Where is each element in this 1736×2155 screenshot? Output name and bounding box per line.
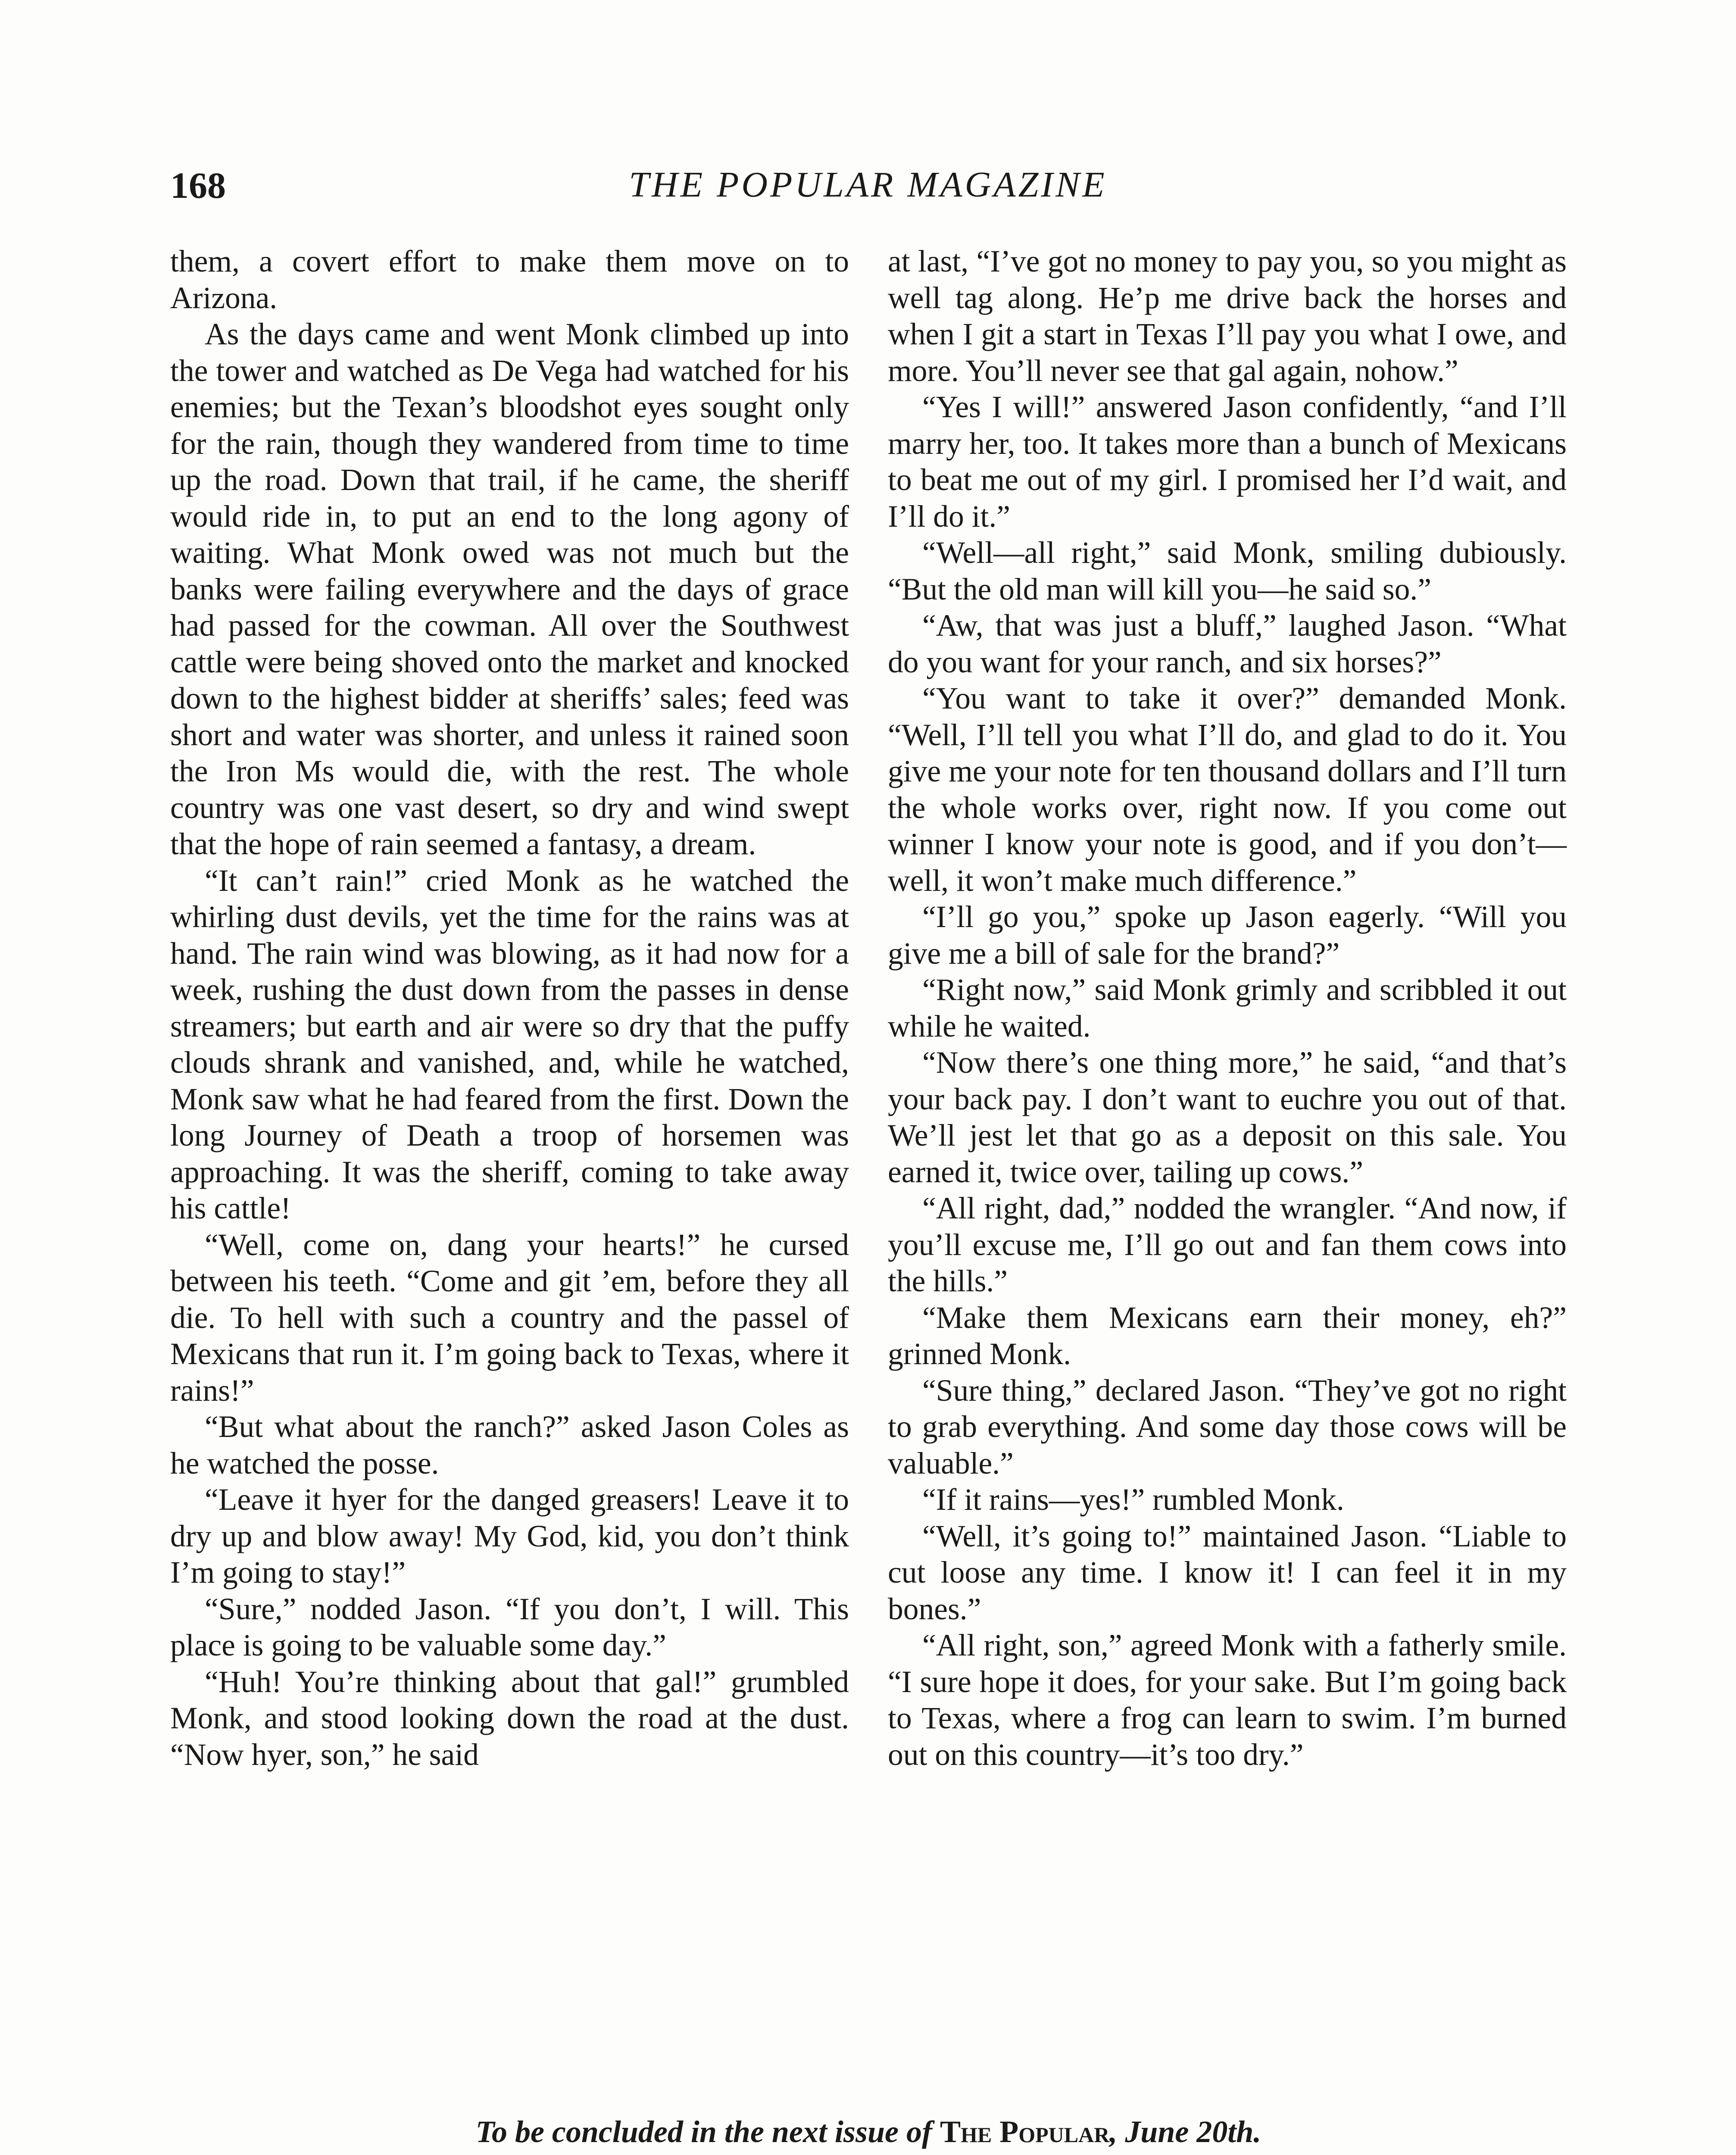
paragraph: “Right now,” said Monk grimly and scribbled it out while he waited. bbox=[888, 973, 1567, 1043]
paragraph: “Sure thing,” declared Jason. “They’ve got no right to grab everything. And some day those cows will be valuable.” bbox=[888, 1373, 1567, 1480]
paragraph: As the days came and went Monk climbed up into the tower and watched as De Vega had watched for his enemies; but the Texan’s bloodshot eyes sought only for the rain, though they wandered from time to time up the road. Down that trail, if he came, the sheriff would ride in, to put an end to the long agony of waiting. What Monk owed was not much but the banks were failing everywhere and the days of grace had passed for the cowman. All over the Southwest cattle were being shoved onto the market and knocked down to the highest bidder at sheriffs’ sales; feed was short and water was shorter, and unless it rained soon the Iron Ms would die, with the rest. The whole country was one vast desert, so dry and wind swept that the hope of rain seemed a fantasy, a dream. bbox=[170, 317, 849, 861]
paragraph: “Well—all right,” said Monk, smiling dubiously. “But the old man will kill you—he said so.” bbox=[888, 536, 1567, 606]
paragraph: “Aw, that was just a bluff,” laughed Jason. “What do you want for your ranch, and six horses?” bbox=[888, 609, 1567, 679]
paragraph: “Leave it hyer for the danged greasers! Leave it to dry up and blow away! My God, kid, you don’t think I’m going to stay!” bbox=[170, 1483, 849, 1590]
continuation-note bbox=[170, 2114, 1567, 2150]
paragraph: “Well, it’s going to!” maintained Jason. “Liable to cut loose any time. I know it! I can feel it in my bones.” bbox=[888, 1519, 1567, 1626]
paragraph: at last, “I’ve got no money to pay you, so you might as well tag along. He’p me drive back the horses and when I git a start in Texas I’ll pay you what I owe, and more. You’ll never see that gal again, nohow.” bbox=[888, 244, 1567, 388]
continuation-note-text: To be concluded in the next issue of bbox=[475, 2114, 940, 2149]
paragraph: “Huh! You’re thinking about that gal!” grumbled Monk, and stood looking down the road at the dust. “Now hyer, son,” he said bbox=[170, 1665, 849, 1772]
paragraph: “If it rains—yes!” rumbled Monk. bbox=[922, 1483, 1344, 1517]
paragraph: “I’ll go you,” spoke up Jason eagerly. “Will you give me a bill of sale for the brand?” bbox=[888, 900, 1567, 971]
paragraph: “Make them Mexicans earn their money, eh?” grinned Monk. bbox=[888, 1300, 1567, 1371]
paragraph: “Well, come on, dang your hearts!” he cursed between his teeth. “Come and git ’em, before they all die. To hell with such a country and the passel of Mexicans that run it. I’m going back to Texas, where it rains!” bbox=[170, 1227, 849, 1408]
right-column bbox=[888, 244, 1567, 2088]
running-title: THE POPULAR MAGAZINE bbox=[629, 165, 1107, 205]
continuation-note-date: , June 20th. bbox=[1109, 2114, 1261, 2149]
magazine-name: The Popular bbox=[940, 2114, 1110, 2149]
paragraph: “But what about the ranch?” asked Jason Coles as he watched the posse. bbox=[170, 1410, 849, 1480]
page-number: 168 bbox=[170, 165, 226, 206]
article-body bbox=[170, 244, 1567, 2088]
paragraph: “All right, son,” agreed Monk with a fatherly smile. “I sure hope it does, for your sake. But I’m going back to Texas, where a frog can learn to swim. I’m burned out on this country—it’s too dry.” bbox=[888, 1628, 1567, 1772]
paragraph: “All right, dad,” nodded the wrangler. “And now, if you’ll excuse me, I’ll go out and fan them cows into the hills.” bbox=[888, 1191, 1567, 1298]
paragraph: “Now there’s one thing more,” he said, “and that’s your back pay. I don’t want to euchre you out of that. We’ll jest let that go as a deposit on this sale. You earned it, twice over, tailing up cows.” bbox=[888, 1046, 1567, 1189]
page-header bbox=[170, 164, 1566, 216]
paragraph: them, a covert effort to make them move on to Arizona. bbox=[170, 244, 849, 315]
paragraph: “Sure,” nodded Jason. “If you don’t, I will. This place is going to be valuable some day.” bbox=[170, 1592, 849, 1662]
left-column bbox=[170, 244, 849, 2088]
paragraph: “It can’t rain!” cried Monk as he watched the whirling dust devils, yet the time for the rains was at hand. The rain wind was blowing, as it had now for a week, rushing the dust down from the passes in dense streamers; but earth and air were so dry that the puffy clouds shrank and vanished, and, while he watched, Monk saw what he had feared from the first. Down the long Journey of Death a troop of horsemen was approaching. It was the sheriff, coming to take away his cattle! bbox=[170, 863, 849, 1225]
paragraph: “You want to take it over?” demanded Monk. “Well, I’ll tell you what I’ll do, and glad to do it. You give me your note for ten thousand dollars and I’ll turn the whole works over, right now. If you come out winner I know your note is good, and if you don’t—well, it won’t make much difference.” bbox=[888, 681, 1567, 898]
paragraph: “Yes I will!” answered Jason confidently, “and I’ll marry her, too. It takes more than a bunch of Mexicans to beat me out of my girl. I promised her I’d wait, and I’ll do it.” bbox=[888, 390, 1567, 534]
